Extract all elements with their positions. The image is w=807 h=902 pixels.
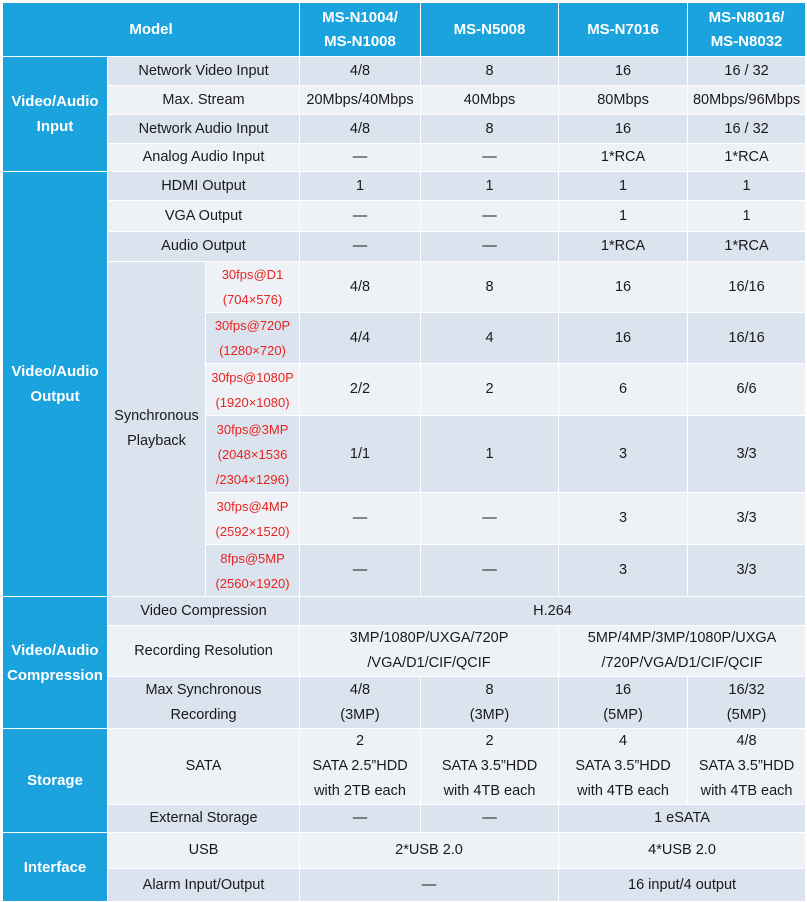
cell-value: 8 [421,262,559,313]
row-audio-output [3,232,806,262]
cell-value: 4/8 (3MP) [300,677,421,729]
cell-value: 16 / 32 [688,57,806,86]
playback-spec: 8fps@5MP (2560×1920) [206,545,300,597]
cell-value: 1 [300,172,421,201]
row-label: VGA Output [108,201,300,232]
cell-value: 4/8 [300,262,421,313]
cell-value: 80Mbps/96Mbps [688,86,806,115]
section-storage: Storage [3,729,108,833]
cell-value: — [300,805,421,833]
playback-spec: 30fps@720P (1280×720) [206,313,300,364]
cell-value: 1 [421,172,559,201]
cell-value: 5MP/4MP/3MP/1080P/UXGA /720P/VGA/D1/CIF/QCIF [559,626,806,677]
cell-value: 2 SATA 2.5”HDD with 2TB each [300,729,421,805]
playback-spec: 30fps@4MP (2592×1520) [206,493,300,545]
header-row [3,3,806,57]
section-interface: Interface [3,833,108,902]
row-max-sync-recording [3,677,806,729]
row-label: Audio Output [108,232,300,262]
cell-value: 3 [559,416,688,493]
cell-value: 2 SATA 3.5”HDD with 4TB each [421,729,559,805]
cell-value: 1*RCA [688,144,806,172]
cell-value: 8 (3MP) [421,677,559,729]
cell-value: — [421,545,559,597]
row-label: Max Synchronous Recording [108,677,300,729]
cell-value: 4*USB 2.0 [559,833,806,869]
section-video-audio-output: Video/Audio Output [3,172,108,597]
row-network-audio-input [3,115,806,144]
cell-value: — [421,201,559,232]
cell-value: — [300,144,421,172]
cell-value: 1 [559,201,688,232]
cell-value: 4/8 [300,115,421,144]
cell-value: 3 [559,545,688,597]
row-label: Alarm Input/Output [108,869,300,902]
row-label: SATA [108,729,300,805]
row-alarm-io [3,869,806,902]
cell-value: 1 [688,201,806,232]
cell-value: 4/8 [300,57,421,86]
cell-value: H.264 [300,597,806,626]
cell-value: 3 [559,493,688,545]
cell-value: — [421,805,559,833]
cell-value: — [300,869,559,902]
cell-value: 3/3 [688,493,806,545]
cell-value: 2*USB 2.0 [300,833,559,869]
model-ms-n7016: MS-N7016 [559,3,688,57]
cell-value: — [300,493,421,545]
section-video-audio-compression: Video/Audio Compression [3,597,108,729]
section-video-audio-input: Video/Audio Input [3,57,108,172]
row-sata [3,729,806,805]
cell-value: 2/2 [300,364,421,416]
row-hdmi-output [3,172,806,201]
cell-value: 3/3 [688,545,806,597]
row-vga-output [3,201,806,232]
model-ms-n8016-n8032: MS-N8016/ MS-N8032 [688,3,806,57]
cell-value: 1 eSATA [559,805,806,833]
playback-spec: 30fps@1080P (1920×1080) [206,364,300,416]
cell-value: 16 [559,313,688,364]
row-label: Recording Resolution [108,626,300,677]
row-recording-resolution [3,626,806,677]
cell-value: — [421,493,559,545]
row-video-compression [3,597,806,626]
cell-value: 1 [421,416,559,493]
cell-value: 16 / 32 [688,115,806,144]
synchronous-playback-label: Synchronous Playback [108,262,206,597]
cell-value: 6 [559,364,688,416]
cell-value: 4 SATA 3.5”HDD with 4TB each [559,729,688,805]
cell-value: 3MP/1080P/UXGA/720P /VGA/D1/CIF/QCIF [300,626,559,677]
row-label: USB [108,833,300,869]
cell-value: 6/6 [688,364,806,416]
row-label: Max. Stream [108,86,300,115]
row-analog-audio-input [3,144,806,172]
cell-value: 1*RCA [559,144,688,172]
cell-value: 16/16 [688,313,806,364]
cell-value: — [300,232,421,262]
cell-value: — [300,201,421,232]
cell-value: — [300,545,421,597]
row-network-video-input [3,57,806,86]
cell-value: 16 [559,262,688,313]
cell-value: 1/1 [300,416,421,493]
cell-value: 16 [559,115,688,144]
cell-value: 1 [559,172,688,201]
cell-value: 16 input/4 output [559,869,806,902]
row-label: External Storage [108,805,300,833]
row-max-stream [3,86,806,115]
model-ms-n5008: MS-N5008 [421,3,559,57]
cell-value: — [421,144,559,172]
row-external-storage [3,805,806,833]
cell-value: 20Mbps/40Mbps [300,86,421,115]
cell-value: 16 [559,57,688,86]
cell-value: 8 [421,57,559,86]
playback-spec: 30fps@3MP (2048×1536 /2304×1296) [206,416,300,493]
cell-value: 1*RCA [688,232,806,262]
cell-value: 8 [421,115,559,144]
row-label: Network Audio Input [108,115,300,144]
cell-value: 16/16 [688,262,806,313]
cell-value: 16/32 (5MP) [688,677,806,729]
row-label: Video Compression [108,597,300,626]
model-ms-n1004-n1008: MS-N1004/ MS-N1008 [300,3,421,57]
row-label: Analog Audio Input [108,144,300,172]
model-header: Model [3,3,300,57]
cell-value: 4 [421,313,559,364]
row-usb [3,833,806,869]
cell-value: 80Mbps [559,86,688,115]
cell-value: 40Mbps [421,86,559,115]
cell-value: 16 (5MP) [559,677,688,729]
row-playback-d1 [3,262,806,313]
row-label: Network Video Input [108,57,300,86]
playback-spec: 30fps@D1 (704×576) [206,262,300,313]
cell-value: 1*RCA [559,232,688,262]
cell-value: — [421,232,559,262]
nvr-spec-table [2,2,806,902]
cell-value: 3/3 [688,416,806,493]
cell-value: 2 [421,364,559,416]
row-label: HDMI Output [108,172,300,201]
cell-value: 4/4 [300,313,421,364]
cell-value: 1 [688,172,806,201]
cell-value: 4/8 SATA 3.5”HDD with 4TB each [688,729,806,805]
